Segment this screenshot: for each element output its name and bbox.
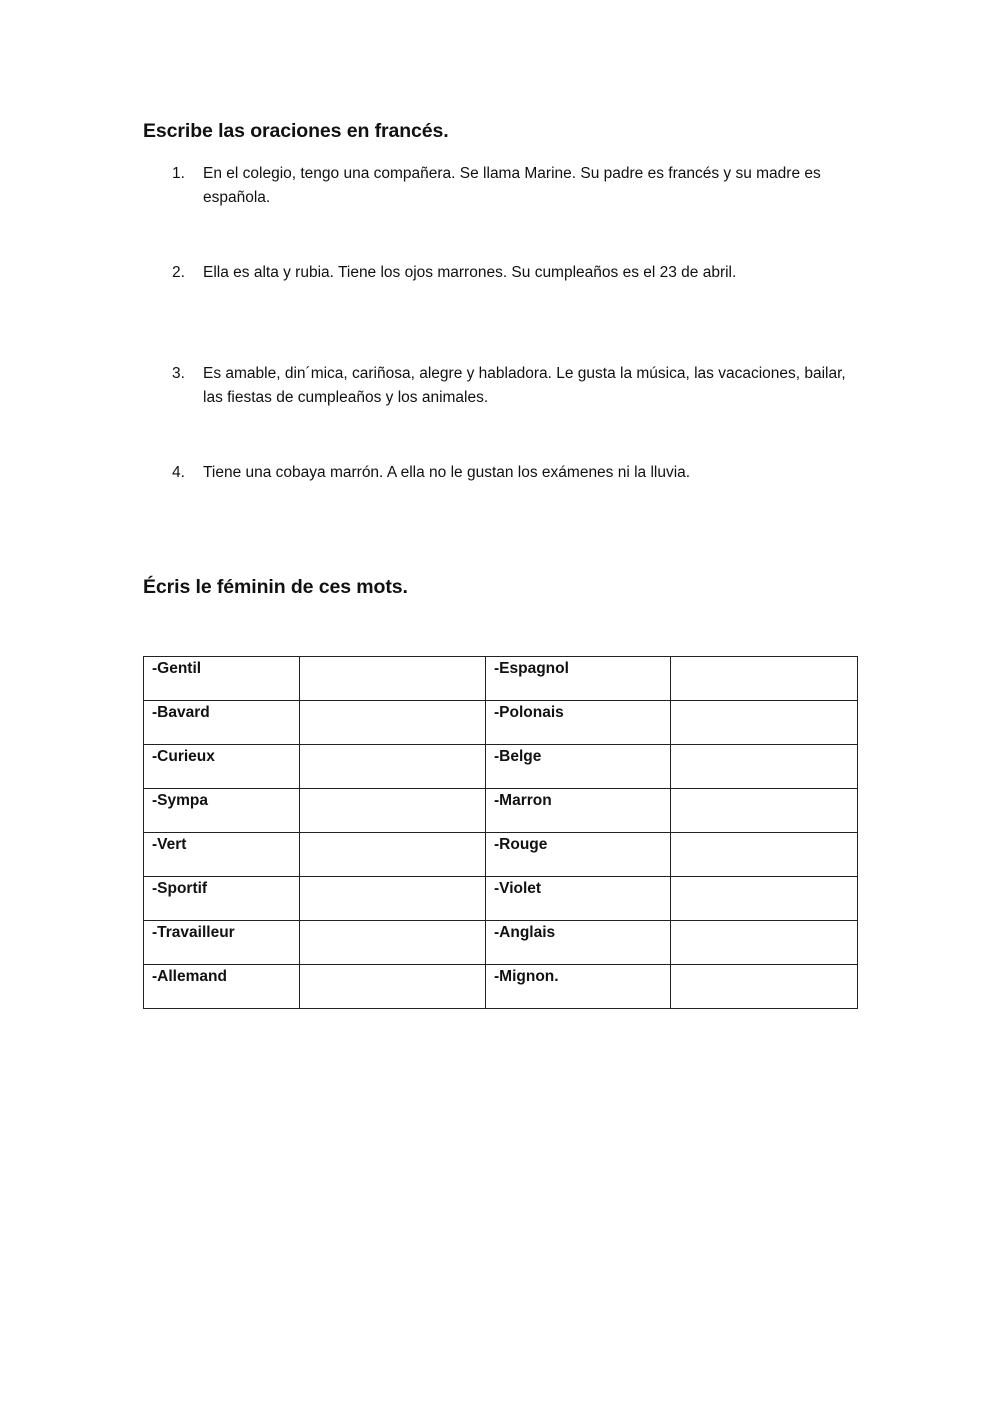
list-item: [172, 362, 862, 410]
table-row: [144, 833, 858, 877]
answer-cell[interactable]: [671, 965, 858, 1009]
word-cell: -Sportif: [144, 877, 300, 921]
word-cell: -Belge: [486, 745, 671, 789]
table-row: [144, 701, 858, 745]
list-item-text: Ella es alta y rubia. Tiene los ojos marrones. Su cumpleaños es el 23 de abril.: [203, 264, 737, 281]
table-row: [144, 657, 858, 701]
answer-cell[interactable]: [300, 745, 486, 789]
answer-cell[interactable]: [671, 833, 858, 877]
word-cell: -Marron: [486, 789, 671, 833]
table-row: [144, 877, 858, 921]
table-row: [144, 789, 858, 833]
answer-cell[interactable]: [300, 965, 486, 1009]
answer-cell[interactable]: [671, 789, 858, 833]
word-cell: -Rouge: [486, 833, 671, 877]
list-item-number: 4.: [172, 464, 185, 481]
feminine-words-table: [143, 656, 858, 1009]
list-item: [172, 162, 862, 210]
section-2-title: Écris le féminin de ces mots.: [143, 576, 408, 598]
list-item-text: Tiene una cobaya marrón. A ella no le gustan los exámenes ni la lluvia.: [203, 464, 691, 481]
answer-cell[interactable]: [671, 745, 858, 789]
answer-cell[interactable]: [671, 701, 858, 745]
word-cell: -Travailleur: [144, 921, 300, 965]
answer-cell[interactable]: [671, 877, 858, 921]
word-cell: -Polonais: [486, 701, 671, 745]
answer-cell[interactable]: [300, 921, 486, 965]
section-1-title: Escribe las oraciones en francés.: [143, 120, 449, 142]
word-cell: -Vert: [144, 833, 300, 877]
answer-cell[interactable]: [300, 657, 486, 701]
list-item-text: En el colegio, tengo una compañera. Se llama Marine. Su padre es francés y su madre es española.: [203, 165, 821, 206]
list-item-number: 2.: [172, 264, 185, 281]
word-cell: -Mignon.: [486, 965, 671, 1009]
list-item-number: 1.: [172, 165, 185, 182]
list-item-text: Es amable, din´mica, cariñosa, alegre y habladora. Le gusta la música, las vacaciones, bailar, las fiestas de cumpleaños y los animales.: [203, 365, 846, 406]
answer-cell[interactable]: [671, 657, 858, 701]
word-cell: -Bavard: [144, 701, 300, 745]
word-cell: -Espagnol: [486, 657, 671, 701]
answer-cell[interactable]: [300, 877, 486, 921]
word-cell: -Curieux: [144, 745, 300, 789]
answer-cell[interactable]: [300, 701, 486, 745]
word-cell: -Allemand: [144, 965, 300, 1009]
list-item: [172, 261, 862, 285]
word-cell: -Sympa: [144, 789, 300, 833]
answer-cell[interactable]: [300, 833, 486, 877]
table-row: [144, 745, 858, 789]
answer-cell[interactable]: [671, 921, 858, 965]
table-row: [144, 965, 858, 1009]
word-cell: -Violet: [486, 877, 671, 921]
table-row: [144, 921, 858, 965]
word-cell: -Anglais: [486, 921, 671, 965]
list-item: [172, 461, 862, 485]
answer-cell[interactable]: [300, 789, 486, 833]
word-cell: -Gentil: [144, 657, 300, 701]
list-item-number: 3.: [172, 365, 185, 382]
